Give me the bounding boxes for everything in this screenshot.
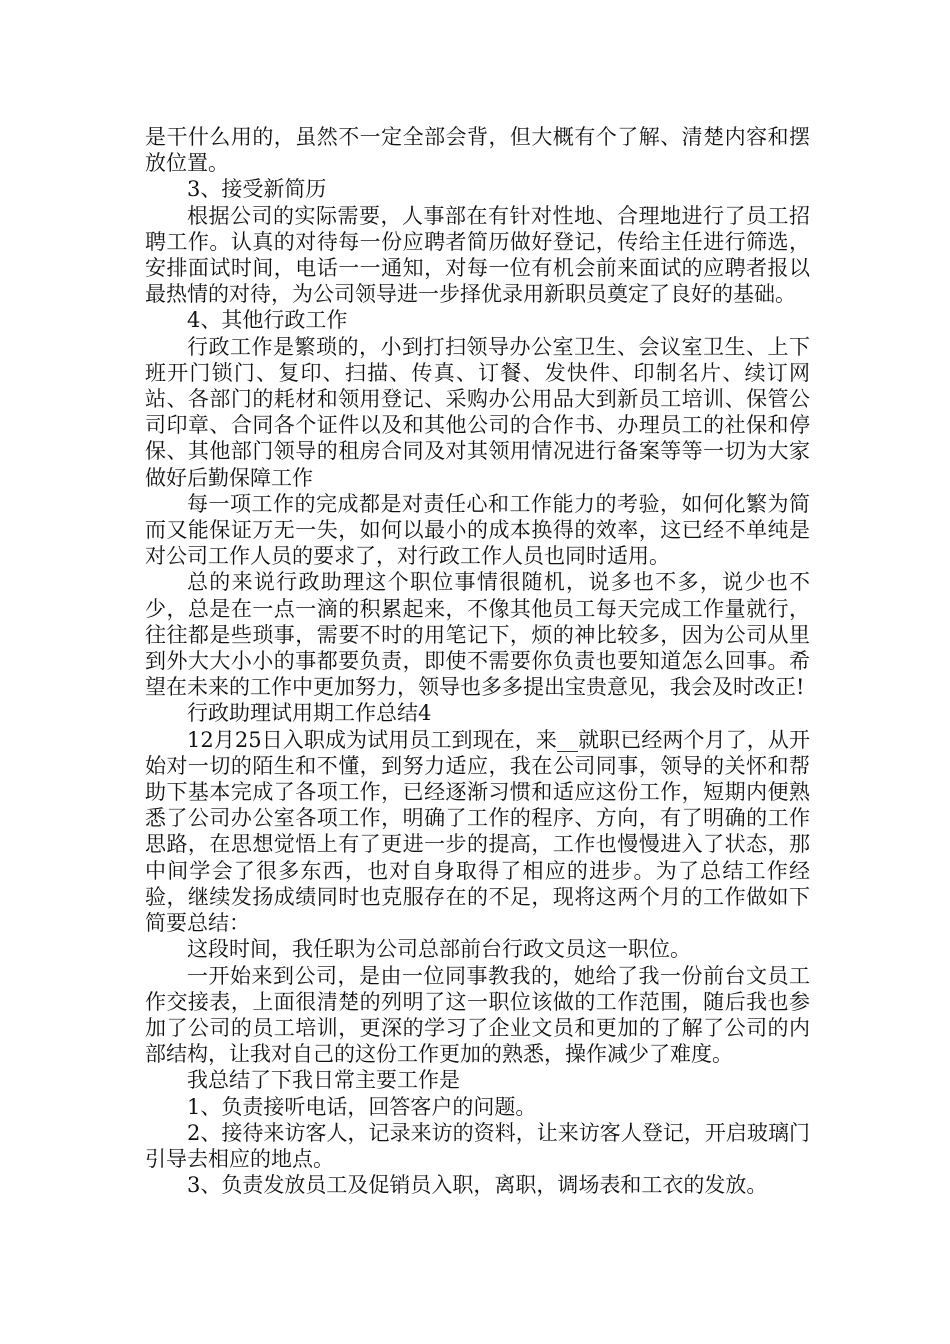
list-item-duty-2: 2、接待来访客人，记录来访的资料，让来访客人登记，开启玻璃门引导去相应的地点。 xyxy=(145,1120,810,1171)
paragraph-summary: 总的来说行政助理这个职位事情很随机，说多也不多，说少也不少，总是在一点一滴的积累起来，不像其他员工每天完成工作量就行，往往都是些琐事，需要不时的用笔记下，烦的神比较多，因为公司从里到外大大小小的事都要负责，即使不需要你负责也要知道怎么回事。希望在未来的工作中更加努力，领导也多多提出宝贵意见，我会及时改正! xyxy=(145,570,810,700)
paragraph-onboarding: 12月25日入职成为试用员工到现在，来__就职已经两个月了，从开始对一切的陌生和不懂，到努力适应，我在公司同事，领导的关怀和帮助下基本完成了各项工作，已经逐渐习惯和适应这份工作，短期内便熟悉了公司办公室各项工作，明确了工作的程序、方向，有了明确的工作思路，在思想觉悟上有了更进一步的提高，工作也慢慢进入了状态，那中间学会了很多东西，也对自身取得了相应的进步。为了总结工作经验，继续发扬成绩同时也克服存在的不足，现将这两个月的工作做如下简要总结： xyxy=(145,727,810,936)
paragraph-admin-tasks: 行政工作是繁琐的，小到打扫领导办公室卫生、会议室卫生、上下班开门锁门、复印、扫描、传真、订餐、发快件、印制名片、续订网站、各部门的耗材和领用登记、采购办公用品大到新员工培训、保管公司印章、合同各个证件以及和其他公司的合作书、办理员工的社保和停保、其他部门领导的租房合同及对其领用情况进行备案等等一切为大家做好后勤保障工作 xyxy=(145,334,810,490)
section-heading-other-admin: 4、其他行政工作 xyxy=(187,308,348,333)
section-heading-new-resumes: 3、接受新简历 xyxy=(187,177,327,202)
paragraph-duties-intro: 我总结了下我日常主要工作是 xyxy=(187,1068,460,1093)
paragraph-training: 一开始来到公司，是由一位同事教我的，她给了我一份前台文员工作交接表，上面很清楚的列明了这一职位该做的工作范围，随后我也参加了公司的员工培训，更深的学习了企业文员和更加的了解了公司的内部结构，让我对自己的这份工作更加的熟悉，操作减少了难度。 xyxy=(145,963,810,1067)
list-item-duty-1: 1、负责接听电话，回答客户的问题。 xyxy=(187,1094,537,1119)
paragraph-position: 这段时间，我任职为公司总部前台行政文员这一职位。 xyxy=(187,937,691,962)
document-page xyxy=(145,124,810,1198)
list-item-duty-3: 3、负责发放员工及促销员入职，离职，调场表和工衣的发放。 xyxy=(187,1173,768,1198)
paragraph-responsibility: 每一项工作的完成都是对责任心和工作能力的考验，如何化繁为简而又能保证万无一失，如何以最小的成本换得的效率，这已经不单纯是对公司工作人员的要求了，对行政工作人员也同时适用。 xyxy=(145,491,810,569)
section-title-summary-4: 行政助理试用期工作总结4 xyxy=(187,701,432,726)
paragraph-recruitment: 根据公司的实际需要，人事部在有针对性地、合理地进行了员工招聘工作。认真的对待每一份应聘者简历做好登记，传给主任进行筛选，安排面试时间，电话一一通知，对每一位有机会前来面试的应聘者报以最热情的对待，为公司领导进一步择优录用新职员奠定了良好的基础。 xyxy=(145,203,810,307)
paragraph-continuation: 是干什么用的，虽然不一定全部会背，但大概有个了解、清楚内容和摆放位置。 xyxy=(145,125,810,176)
